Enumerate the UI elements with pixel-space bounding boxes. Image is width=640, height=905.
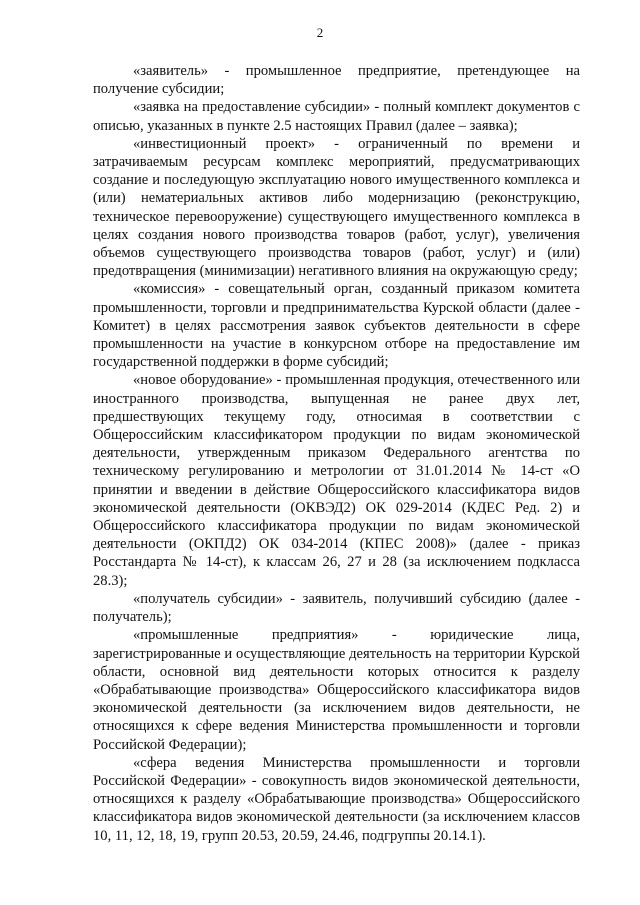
definition-subsidy-recipient: «получатель субсидии» - заявитель, получивший субсидию (далее - получатель); (93, 590, 580, 626)
page-number: 2 (316, 25, 324, 40)
definition-investment-project: «инвестиционный проект» - ограниченный по времени и затрачиваемым ресурсам комплекс мероприятий, предусматривающих создание и последующую эксплуатацию нового имущественного комплекса и (или) нематериальных активов либо модернизацию (реконструкцию, техническое перевооружение) существующего имущественного комплекса в целях создания нового производства товаров (работ, услуг), увеличения объемов существующего производства товаров (работ, услуг) и (или) предотвращения (минимизации) негативного влияния на окружающую среду; (93, 135, 580, 280)
document-body (93, 62, 580, 845)
definition-new-equipment: «новое оборудование» - промышленная продукция, отечественного или иностранного производства, выпущенная не ранее двух лет, предшествующих текущему году, относимая в соответствии с Общероссийским классификатором продукции по видам экономической деятельности, утвержденным приказом Федерального агентства по техническому регулированию и метрологии от 31.01.2014 № 14-ст «О принятии и введении в действие Общероссийского классификатора видов экономической деятельности (ОКВЭД2) ОК 029-2014 (КДЕС Ред. 2) и Общероссийского классификатора продукции по видам экономической деятельности (ОКПД2) ОК 034-2014 (КПЕС 2008)» (далее - приказ Росстандарта № 14-ст), к классам 26, 27 и 28 (за исключением подкласса 28.3); (93, 372, 580, 589)
definition-subsidy-application: «заявка на предоставление субсидии» - полный комплект документов с описью, указанных в пункте 2.5 настоящих Правил (далее – заявка); (93, 99, 580, 134)
definition-applicant: «заявитель» - промышленное предприятие, претендующее на получение субсидии; (93, 63, 580, 98)
definition-ministry-scope: «сфера ведения Министерства промышленности и торговли Российской Федерации» - совокупность видов экономической деятельности, относящихся к разделу «Обрабатывающие производства» Общероссийского классификатора видов экономической деятельности (за исключением классов 10, 11, 12, 18, 19, групп 20.53, 20.59, 24.46, подгруппы 20.14.1). (93, 754, 580, 844)
definition-industrial-enterprises: «промышленные предприятия» - юридические лица, зарегистрированные и осуществляющие деятельность на территории Курской области, основной вид деятельности которых относится к разделу «Обрабатывающие производства» Общероссийского классификатора видов экономической деятельности (за исключением видов деятельности, не относящихся к сфере ведения Министерства промышленности и торговли Российской Федерации); (93, 627, 580, 753)
definition-commission: «комиссия» - совещательный орган, созданный приказом комитета промышленности, торговли и предпринимательства Курской области (далее - Комитет) в целях рассмотрения заявок субъектов деятельности в сфере промышленности на участие в конкурсном отборе на предоставление им государственной поддержки в форме субсидий; (93, 281, 580, 371)
